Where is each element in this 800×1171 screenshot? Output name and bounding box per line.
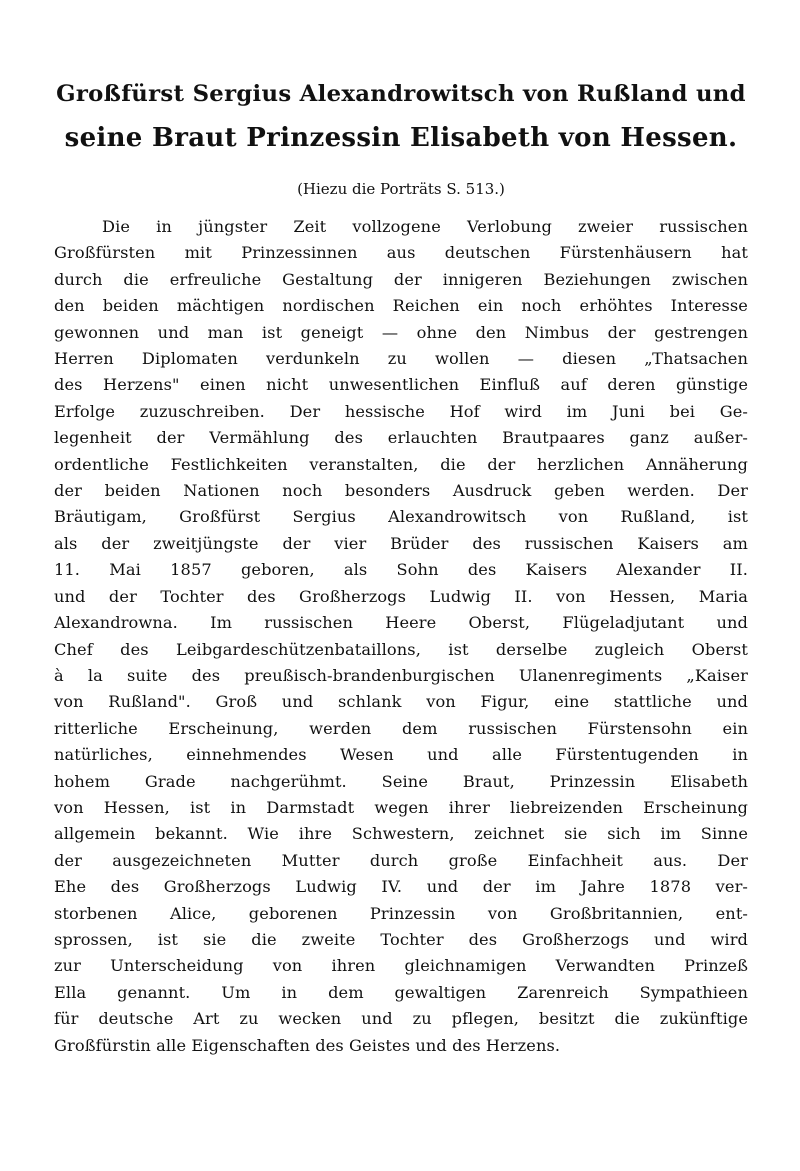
text-line: von Rußland". Groß und schlank von Figur, eine stattliche und — [54, 692, 748, 712]
text-line: hohem Grade nachgerühmt. Seine Braut, Prinzessin Elisabeth — [54, 771, 748, 791]
text-line: Bräutigam, Großfürst Sergius Alexandrowitsch von Rußland, ist — [54, 507, 748, 527]
text-line: Großfürstin alle Eigenschaften des Geistes und des Herzens. — [54, 1035, 561, 1055]
text-line: Herren Diplomaten verdunkeln zu wollen — diesen „Thatsachen — [54, 349, 748, 369]
text-line: legenheit der Vermählung des erlauchten Brautpaares ganz außer- — [54, 428, 748, 448]
text-line: natürliches, einnehmendes Wesen und alle Fürstentugenden in — [54, 745, 748, 765]
article — [54, 72, 748, 1059]
text-line: Erfolge zuzuschreiben. Der hessische Hof wird im Juni bei Ge- — [54, 401, 748, 421]
text-line: des Herzens" einen nicht unwesentlichen Einfluß auf deren günstige — [54, 375, 748, 395]
text-line: Großfürsten mit Prinzessinnen aus deutschen Fürstenhäusern hat — [54, 243, 748, 263]
text-line: und der Tochter des Großherzogs Ludwig II. von Hessen, Maria — [54, 586, 748, 606]
text-line: sprossen, ist sie die zweite Tochter des Großherzogs und wird — [54, 929, 748, 949]
text-line: Ehe des Großherzogs Ludwig IV. und der im Jahre 1878 ver- — [54, 877, 748, 897]
title-line: seine Braut Prinzessin Elisabeth von Hessen. — [64, 123, 738, 153]
text-line: 11. Mai 1857 geboren, als Sohn des Kaisers Alexander II. — [54, 560, 748, 580]
text-line: von Hessen, ist in Darmstadt wegen ihrer liebreizenden Erscheinung — [54, 797, 748, 817]
text-line: Die in jüngster Zeit vollzogene Verlobung zweier russischen — [102, 217, 748, 236]
text-line: Ella genannt. Um in dem gewaltigen Zarenreich Sympathieen — [54, 982, 748, 1002]
text-line: Alexandrowna. Im russischen Heere Oberst, Flügeladjutant und — [54, 613, 748, 633]
text-line: à la suite des preußisch-brandenburgischen Ulanenregiments „Kaiser — [54, 665, 748, 685]
text-line: als der zweitjüngste der vier Brüder des russischen Kaisers am — [54, 533, 748, 553]
text-line: der beiden Nationen noch besonders Ausdruck geben werden. Der — [54, 481, 748, 501]
article-title — [54, 72, 748, 160]
article-body — [54, 214, 748, 1059]
portrait-reference: (Hiezu die Porträts S. 513.) — [297, 180, 505, 198]
text-line: ordentliche Festlichkeiten veranstalten, die der herzlichen Annäherung — [54, 454, 748, 474]
text-line: allgemein bekannt. Wie ihre Schwestern, zeichnet sie sich im Sinne — [54, 824, 748, 844]
text-line: ritterliche Erscheinung, werden dem russischen Fürstensohn ein — [54, 718, 748, 738]
text-line: den beiden mächtigen nordischen Reichen ein noch erhöhtes Interesse — [54, 296, 748, 316]
text-line: storbenen Alice, geborenen Prinzessin von Großbritannien, ent- — [54, 903, 748, 923]
text-line: durch die erfreuliche Gestaltung der innigeren Beziehungen zwischen — [54, 269, 748, 289]
text-line: gewonnen und man ist geneigt — ohne den Nimbus der gestrengen — [54, 322, 748, 342]
text-line: zur Unterscheidung von ihren gleichnamigen Verwandten Prinzeß — [54, 956, 748, 976]
title-line: Großfürst Sergius Alexandrowitsch von Rußland und — [56, 81, 746, 107]
text-line: Chef des Leibgardeschützenbataillons, ist derselbe zugleich Oberst — [54, 639, 748, 659]
text-line: für deutsche Art zu wecken und zu pflegen, besitzt die zukünftige — [54, 1009, 748, 1029]
text-line: der ausgezeichneten Mutter durch große Einfachheit aus. Der — [54, 850, 748, 870]
